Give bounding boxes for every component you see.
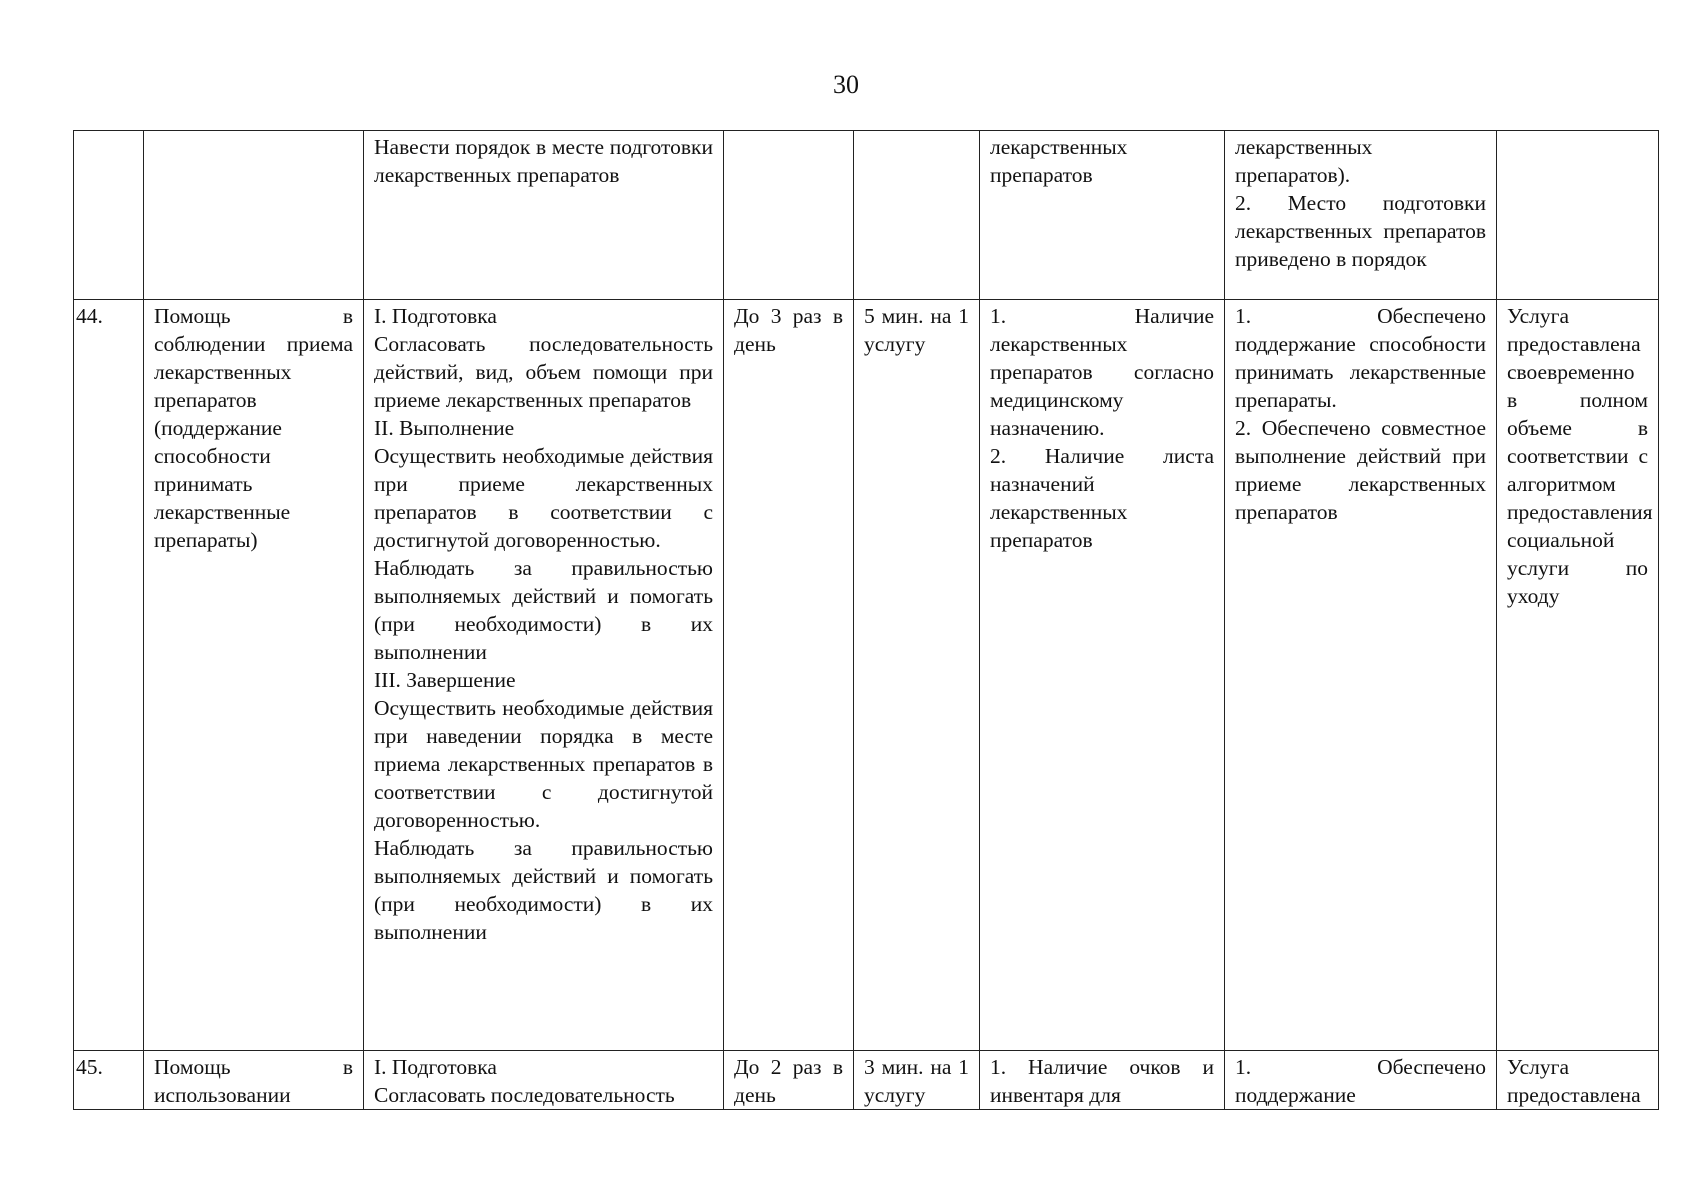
service-name: Помощь в соблюдении приема лекарственных препаратов (поддержание способности принимать лекарственные препараты) [154, 304, 353, 552]
actions-line: Навести порядок в месте подготовки лекарственных препаратов [374, 135, 713, 187]
evaluation-cell: Услуга предоставлена [1497, 1051, 1659, 1110]
actions-cell [364, 300, 724, 1051]
time-cell: 5 мин. на 1 услугу [854, 300, 980, 1051]
actions-line: III. Завершение [374, 668, 516, 692]
result-cell [1225, 300, 1497, 1051]
conditions-cell [980, 300, 1225, 1051]
result-line: 2. Место подготовки лекарственных препаратов приведено в порядок [1235, 191, 1486, 271]
row-number-cell: 44. [74, 300, 144, 1051]
actions-line: Осуществить необходимые действия при наведении порядка в месте приема лекарственных препаратов в соответствии с достигнутой договоренностью. [374, 696, 713, 832]
actions-line: Согласовать последовательность действий, вид, объем помощи при приеме лекарственных препаратов [374, 332, 713, 412]
conditions-line: 1. Наличие очков и инвентаря для [990, 1055, 1214, 1107]
time-cell [854, 131, 980, 300]
actions-line: Осуществить необходимые действия при приеме лекарственных препаратов в соответствии с достигнутой договоренностью. [374, 444, 713, 552]
service-name: Помощь в использовании [154, 1055, 353, 1107]
row-number-cell [74, 131, 144, 300]
time-cell: 3 мин. на 1 услугу [854, 1051, 980, 1110]
actions-cell [364, 1051, 724, 1110]
table-row [74, 131, 1659, 300]
page-number: 30 [833, 70, 859, 99]
services-table [73, 130, 1659, 1110]
actions-cell [364, 131, 724, 300]
actions-line: I. Подготовка [374, 1055, 497, 1079]
service-name-cell [144, 300, 364, 1051]
actions-line: I. Подготовка [374, 304, 497, 328]
frequency-cell: До 2 раз в день [724, 1051, 854, 1110]
result-cell [1225, 1051, 1497, 1110]
conditions-cell [980, 131, 1225, 300]
table-row [74, 300, 1659, 1051]
frequency-cell [724, 131, 854, 300]
result-line: лекарственных препаратов). [1235, 135, 1373, 187]
evaluation-cell [1497, 131, 1659, 300]
table-row [74, 1051, 1659, 1110]
actions-line: II. Выполнение [374, 416, 515, 440]
service-name-cell [144, 131, 364, 300]
conditions-cell [980, 1051, 1225, 1110]
row-number-cell: 45. [74, 1051, 144, 1110]
result-line: 2. Обеспечено совместное выполнение действий при приеме лекарственных препаратов [1235, 416, 1486, 524]
actions-line: Согласовать последовательность [374, 1083, 675, 1107]
actions-line: Наблюдать за правильностью выполняемых действий и помогать (при необходимости) в их выполнении [374, 836, 713, 944]
frequency-cell: До 3 раз в день [724, 300, 854, 1051]
evaluation-cell: Услуга предоставлена своевременно в полном объеме в соответствии с алгоритмом предоставления социальной услуги по уходу [1497, 300, 1659, 1051]
result-line: 1. Обеспечено поддержание [1235, 1055, 1486, 1107]
actions-line: Наблюдать за правильностью выполняемых действий и помогать (при необходимости) в их выполнении [374, 556, 713, 664]
conditions-line: 2. Наличие листа назначений лекарственных препаратов [990, 444, 1214, 552]
result-line: 1. Обеспечено поддержание способности принимать лекарственные препараты. [1235, 304, 1486, 412]
service-name-cell [144, 1051, 364, 1110]
conditions-line: лекарственных препаратов [990, 135, 1128, 187]
result-cell [1225, 131, 1497, 300]
conditions-line: 1. Наличие лекарственных препаратов согласно медицинскому назначению. [990, 304, 1214, 440]
